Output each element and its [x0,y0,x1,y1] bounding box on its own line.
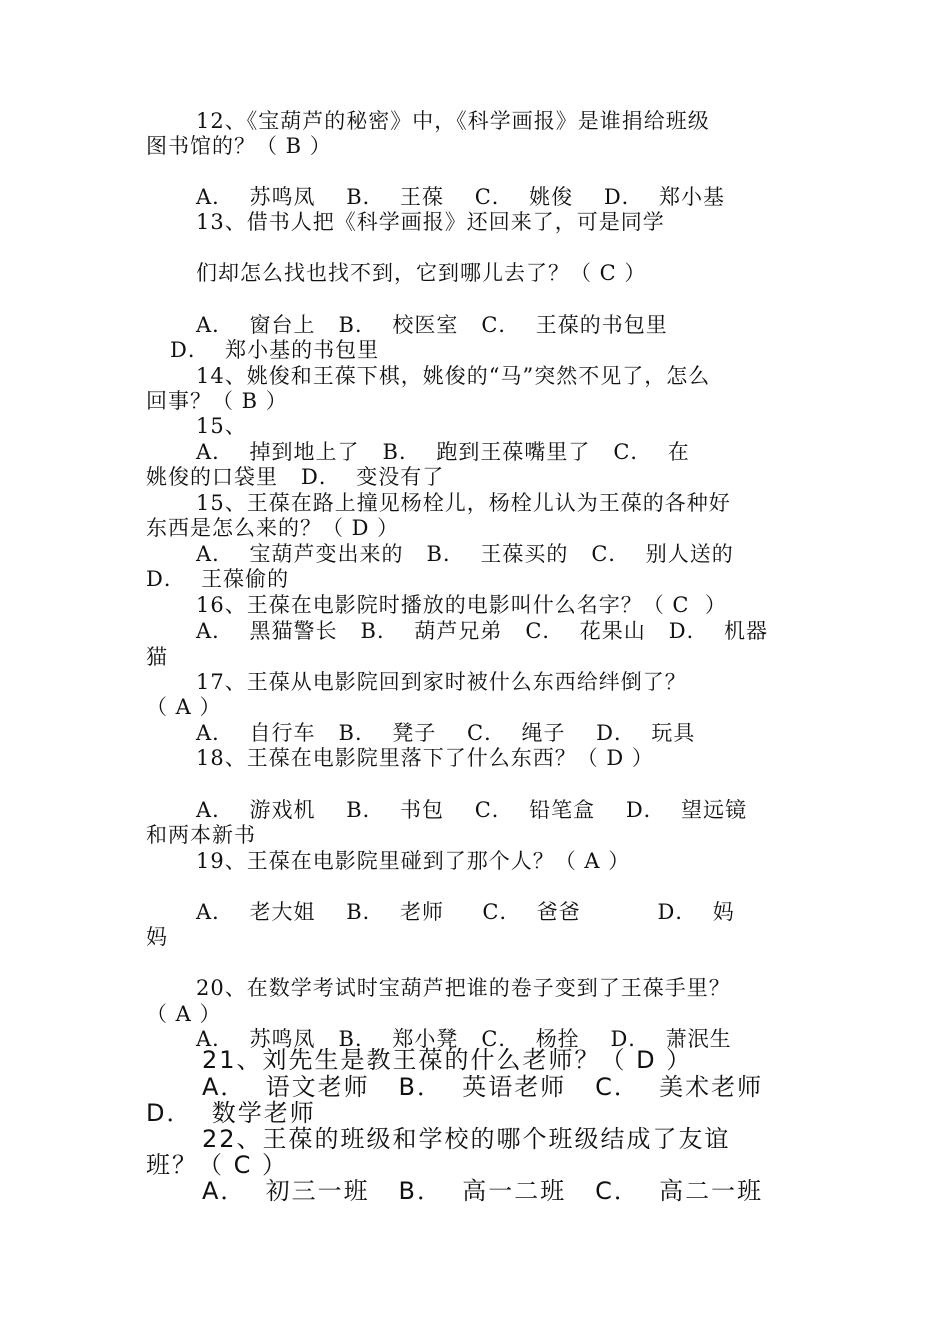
question-19-options-2: 妈 [146,925,168,949]
question-15-line-2: 东西是怎么来的？（ D ） [146,516,400,540]
question-22-options: A． 初三一班 B． 高一二班 C． 高二一班 [202,1177,764,1205]
question-16-options-2: 猫 [146,645,168,669]
question-20-line-1: 20、在数学考试时宝葫芦把谁的卷子变到了王葆手里？ [196,976,731,1000]
question-21-options-1: A． 语文老师 B． 英语老师 C． 美术老师 [202,1073,764,1101]
question-12-line-1: 12、《宝葫芦的秘密》中，《科学画报》是谁捐给班级 [196,109,710,133]
question-16-line-1: 16、王葆在电影院时播放的电影叫什么名字？（ C ） [196,593,727,617]
question-22-line-2: 班？（ C ） [146,1151,289,1179]
question-18-options-2: 和两本新书 [146,823,256,847]
question-14-options-1: A． 掉到地上了 B． 跑到王葆嘴里了 C． 在 [196,440,690,464]
question-15-options-1: A． 宝葫芦变出来的 B． 王葆买的 C． 别人送的 [196,542,734,566]
question-17-options: A． 自行车 B． 凳子 C． 绳子 D． 玩具 [196,721,696,745]
question-18-line-1: 18、王葆在电影院里落下了什么东西？（ D ） [196,746,654,770]
question-14-line-1: 14、姚俊和王葆下棋，姚俊的“马”突然不见了，怎么 [196,364,711,388]
question-14-options-2: 姚俊的口袋里 D． 变没有了 [146,465,445,489]
question-12-options: A． 苏鸣凤 B． 王葆 C． 姚俊 D． 郑小基 [196,185,726,209]
question-16-options-1: A． 黑猫警长 B． 葫芦兄弟 C． 花果山 D． 机器 [196,619,768,643]
question-21-line-1: 21、刘先生是教王葆的什么老师？（ D ） [202,1046,693,1074]
question-14-line-2: 回事？（ B ） [146,389,288,413]
question-21-options-2: D． 数学老师 [146,1099,316,1127]
question-18-options-1: A． 游戏机 B． 书包 C． 铅笔盒 D． 望远镜 [196,798,748,822]
question-15-options-2: D． 王葆偷的 [146,567,290,591]
question-13-line-2: 们却怎么找也找不到，它到哪儿去了？（ C ） [196,261,647,285]
question-19-options-1: A． 老大姐 B． 老师 C． 爸爸 D． 妈 [196,900,735,924]
question-13-options-1: A． 窗台上 B． 校医室 C． 王葆的书包里 [196,313,668,337]
question-13-line-1: 13、借书人把《科学画报》还回来了，可是同学 [196,210,665,234]
question-15-line-1: 15、王葆在路上撞见杨栓儿，杨栓儿认为王葆的各种好 [196,491,731,515]
question-17-line-2: （ A ） [146,695,222,719]
stray-number-15: 15、 [196,414,247,438]
question-13-options-2: D． 郑小基的书包里 [170,338,380,362]
question-22-line-1: 22、王葆的班级和学校的哪个班级结成了友谊 [202,1125,731,1153]
question-17-line-1: 17、王葆从电影院回到家时被什么东西给绊倒了？ [196,670,687,694]
question-19-line-1: 19、王葆在电影院里碰到了那个人？（ A ） [196,849,631,873]
question-20-line-2: （ A ） [146,1002,222,1026]
question-20-options: A． 苏鸣凤 B． 郑小凳 C． 杨拴 D． 萧泯生 [196,1027,732,1051]
question-12-line-2: 图书馆的？（ B ） [146,134,332,158]
